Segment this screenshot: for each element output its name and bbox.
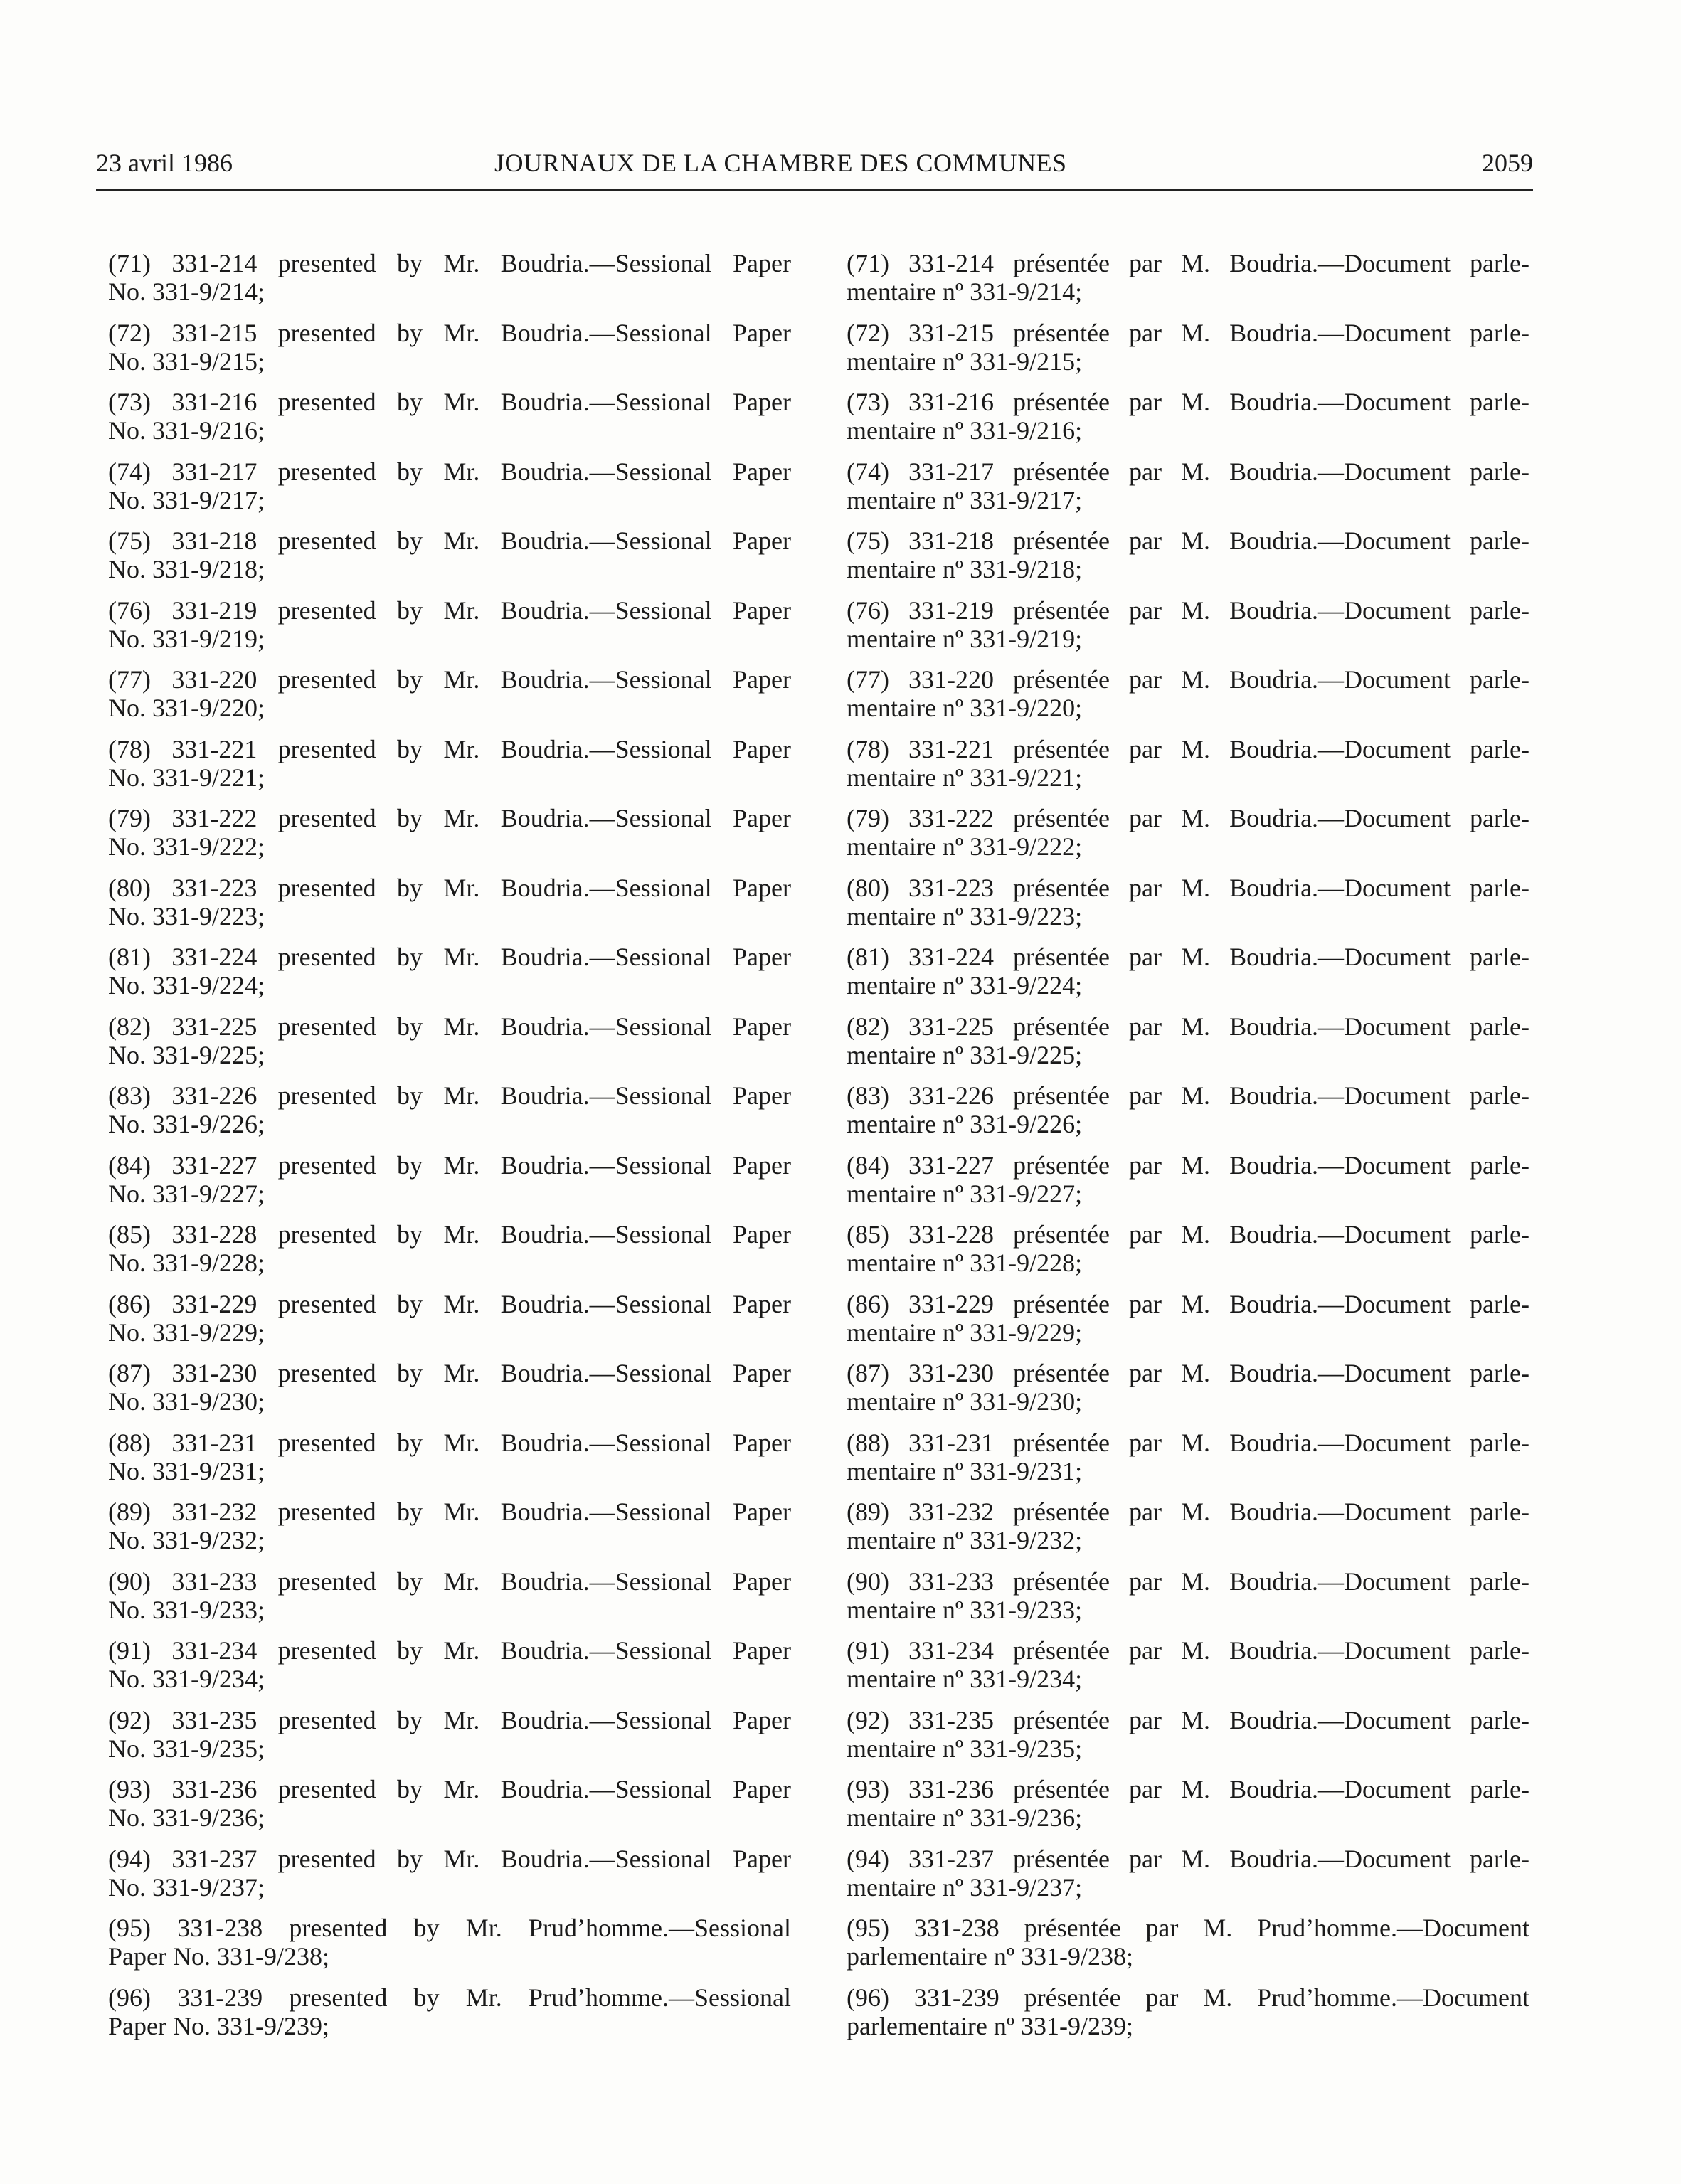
entry-line-2: No. 331-9/214; [108,277,265,306]
entry-line-2: No. 331-9/227; [108,1179,265,1208]
page-number: 2059 [1482,149,1533,177]
entry-line-1: (87) 331-230 présentée par M. Boudria.—Document parle- [847,1359,1529,1387]
english-entry [108,1428,791,1498]
entry-line-1: (84) 331-227 présentée par M. Boudria.—Document parle- [847,1150,1529,1180]
entry-line-2: No. 331-9/237; [108,1872,265,1902]
french-entry [847,1845,1529,1914]
english-entry [108,665,791,735]
english-entry [108,249,791,319]
english-entry [108,735,791,805]
french-column [847,249,1529,2052]
entry-line-1: (95) 331-238 presented by Mr. Prud’homme.—Sessional [108,1914,791,1942]
entry-line-2: No. 331-9/222; [108,832,265,861]
english-entry [108,1914,791,1983]
french-entry [847,1359,1529,1428]
entry-line-1: (78) 331-221 présentée par M. Boudria.—Document parle- [847,734,1529,763]
entry-line-2: mentaire nº 331-9/232; [847,1526,1083,1554]
english-entry [108,1290,791,1359]
entry-line-2: No. 331-9/218; [108,555,265,583]
entry-line-1: (88) 331-231 presented by Mr. Boudria.—Sessional Paper [108,1428,791,1457]
entry-line-2: mentaire nº 331-9/223; [847,901,1083,931]
entry-line-1: (80) 331-223 presented by Mr. Boudria.—Sessional Paper [108,873,791,902]
french-entry [847,596,1529,666]
entry-line-1: (76) 331-219 présentée par M. Boudria.—Document parle- [847,595,1529,625]
entry-line-2: mentaire nº 331-9/224; [847,971,1083,1000]
header-date: 23 avril 1986 [96,149,233,177]
english-entry [108,1220,791,1290]
entry-line-1: (86) 331-229 présentée par M. Boudria.—Document parle- [847,1289,1529,1318]
french-entry [847,1428,1529,1498]
entry-line-1: (75) 331-218 presented by Mr. Boudria.—Sessional Paper [108,526,791,555]
entry-line-1: (77) 331-220 presented by Mr. Boudria.—Sessional Paper [108,665,791,694]
french-entry [847,943,1529,1012]
entry-line-2: mentaire nº 331-9/225; [847,1040,1083,1069]
english-entry [108,1706,791,1776]
entry-line-2: No. 331-9/231; [108,1456,265,1485]
header-rule [96,189,1533,191]
entry-line-1: (93) 331-236 présentée par M. Boudria.—Document parle- [847,1775,1529,1803]
english-entry [108,1983,791,2053]
entry-line-1: (85) 331-228 presented by Mr. Boudria.—Sessional Paper [108,1220,791,1249]
entry-line-2: mentaire nº 331-9/215; [847,346,1083,376]
entry-line-2: No. 331-9/217; [108,485,265,514]
entry-line-2: No. 331-9/229; [108,1318,265,1347]
header-title: JOURNAUX DE LA CHAMBRE DES COMMUNES [494,149,1067,177]
entry-line-1: (75) 331-218 présentée par M. Boudria.—Document parle- [847,526,1529,555]
entry-line-2: No. 331-9/233; [108,1595,265,1624]
entry-line-2: mentaire nº 331-9/230; [847,1387,1083,1416]
entry-line-1: (72) 331-215 presented by Mr. Boudria.—Sessional Paper [108,318,791,347]
entry-line-1: (94) 331-237 presented by Mr. Boudria.—Sessional Paper [108,1844,791,1873]
entry-line-1: (88) 331-231 présentée par M. Boudria.—Document parle- [847,1428,1529,1457]
entry-line-2: No. 331-9/220; [108,694,265,722]
english-entry [108,943,791,1012]
entry-line-2: No. 331-9/223; [108,901,265,931]
entry-line-2: parlementaire nº 331-9/239; [847,2011,1134,2040]
entry-line-1: (96) 331-239 presented by Mr. Prud’homme.—Sessional [108,1983,791,2012]
french-entry [847,874,1529,943]
english-entry [108,1151,791,1221]
entry-line-1: (87) 331-230 presented by Mr. Boudria.—Sessional Paper [108,1359,791,1387]
english-entry [108,1359,791,1428]
entry-line-2: No. 331-9/224; [108,971,265,1000]
french-entry [847,1706,1529,1776]
entry-line-2: mentaire nº 331-9/227; [847,1179,1083,1208]
entry-line-1: (83) 331-226 presented by Mr. Boudria.—Sessional Paper [108,1081,791,1110]
entry-line-2: mentaire nº 331-9/221; [847,763,1083,792]
entry-line-2: No. 331-9/235; [108,1734,265,1763]
entry-line-2: mentaire nº 331-9/236; [847,1803,1083,1832]
english-entry [108,1081,791,1151]
entry-line-1: (85) 331-228 présentée par M. Boudria.—Document parle- [847,1220,1529,1249]
entry-line-1: (89) 331-232 présentée par M. Boudria.—Document parle- [847,1497,1529,1526]
english-entry [108,596,791,666]
entry-line-1: (74) 331-217 presented by Mr. Boudria.—Sessional Paper [108,457,791,486]
entry-line-2: Paper No. 331-9/238; [108,1942,329,1971]
entry-line-2: mentaire nº 331-9/237; [847,1872,1083,1902]
french-entry [847,1012,1529,1082]
entry-line-1: (71) 331-214 presented by Mr. Boudria.—Sessional Paper [108,249,791,277]
entry-line-1: (81) 331-224 presented by Mr. Boudria.—Sessional Paper [108,943,791,971]
entry-line-1: (92) 331-235 présentée par M. Boudria.—Document parle- [847,1705,1529,1734]
french-entry [847,457,1529,527]
page-header [96,148,1533,191]
entry-line-1: (91) 331-234 présentée par M. Boudria.—Document parle- [847,1636,1529,1665]
entry-line-1: (83) 331-226 présentée par M. Boudria.—Document parle- [847,1081,1529,1110]
english-entry [108,1012,791,1082]
entry-line-2: mentaire nº 331-9/214; [847,277,1083,306]
entry-line-2: mentaire nº 331-9/231; [847,1456,1083,1485]
entry-line-2: No. 331-9/225; [108,1040,265,1069]
french-entry [847,1567,1529,1637]
entry-line-1: (73) 331-216 présentée par M. Boudria.—Document parle- [847,388,1529,416]
entry-line-1: (90) 331-233 presented by Mr. Boudria.—Sessional Paper [108,1567,791,1596]
entry-line-1: (79) 331-222 présentée par M. Boudria.—Document parle- [847,804,1529,832]
entry-line-1: (71) 331-214 présentée par M. Boudria.—Document parle- [847,249,1529,277]
english-column [108,249,791,2052]
english-entry [108,526,791,596]
entry-line-2: No. 331-9/234; [108,1665,265,1693]
french-entry [847,388,1529,457]
entry-line-1: (79) 331-222 presented by Mr. Boudria.—Sessional Paper [108,804,791,832]
french-entry [847,1290,1529,1359]
entry-line-1: (80) 331-223 présentée par M. Boudria.—Document parle- [847,873,1529,902]
entry-line-2: No. 331-9/230; [108,1387,265,1416]
english-entry [108,1636,791,1706]
entry-line-1: (92) 331-235 presented by Mr. Boudria.—Sessional Paper [108,1705,791,1734]
entry-line-2: mentaire nº 331-9/233; [847,1595,1083,1624]
french-entry [847,1220,1529,1290]
entry-line-2: mentaire nº 331-9/217; [847,485,1083,514]
entry-line-1: (72) 331-215 présentée par M. Boudria.—Document parle- [847,318,1529,347]
entry-line-2: No. 331-9/216; [108,416,265,445]
english-entry [108,457,791,527]
english-entry [108,874,791,943]
english-entry [108,1567,791,1637]
entry-line-1: (95) 331-238 présentée par M. Prud’homme.—Document [847,1914,1529,1942]
french-entry [847,1914,1529,1983]
entry-line-1: (74) 331-217 présentée par M. Boudria.—Document parle- [847,457,1529,486]
entry-line-2: mentaire nº 331-9/219; [847,624,1083,653]
entry-line-2: No. 331-9/219; [108,624,265,653]
entry-line-1: (73) 331-216 presented by Mr. Boudria.—Sessional Paper [108,388,791,416]
entry-line-1: (89) 331-232 presented by Mr. Boudria.—Sessional Paper [108,1497,791,1526]
entry-line-2: parlementaire nº 331-9/238; [847,1942,1134,1971]
entry-line-1: (82) 331-225 presented by Mr. Boudria.—Sessional Paper [108,1012,791,1041]
french-entry [847,1983,1529,2053]
entry-line-2: mentaire nº 331-9/234; [847,1665,1083,1693]
entry-line-1: (84) 331-227 presented by Mr. Boudria.—Sessional Paper [108,1150,791,1180]
entry-line-2: mentaire nº 331-9/228; [847,1249,1083,1277]
french-entry [847,526,1529,596]
english-entry [108,804,791,874]
french-entry [847,1636,1529,1706]
english-entry [108,1497,791,1567]
entry-line-2: mentaire nº 331-9/216; [847,416,1083,445]
entry-line-1: (91) 331-234 presented by Mr. Boudria.—Sessional Paper [108,1636,791,1665]
french-entry [847,804,1529,874]
entry-line-2: mentaire nº 331-9/229; [847,1318,1083,1347]
french-entry [847,735,1529,805]
entry-line-2: mentaire nº 331-9/220; [847,694,1083,722]
entry-line-1: (96) 331-239 présentée par M. Prud’homme.—Document [847,1983,1529,2012]
entry-line-2: mentaire nº 331-9/222; [847,832,1083,861]
entry-line-2: No. 331-9/226; [108,1110,265,1138]
entry-line-1: (77) 331-220 présentée par M. Boudria.—Document parle- [847,665,1529,694]
entry-line-2: No. 331-9/215; [108,346,265,376]
entry-line-1: (86) 331-229 presented by Mr. Boudria.—Sessional Paper [108,1289,791,1318]
entry-line-1: (93) 331-236 presented by Mr. Boudria.—Sessional Paper [108,1775,791,1803]
entry-line-2: No. 331-9/221; [108,763,265,792]
french-entry [847,1775,1529,1845]
entry-line-2: No. 331-9/236; [108,1803,265,1832]
entry-line-1: (82) 331-225 présentée par M. Boudria.—Document parle- [847,1012,1529,1041]
entry-line-1: (76) 331-219 presented by Mr. Boudria.—Sessional Paper [108,595,791,625]
entry-line-2: mentaire nº 331-9/218; [847,555,1083,583]
english-entry [108,319,791,388]
english-entry [108,388,791,457]
entry-line-1: (78) 331-221 presented by Mr. Boudria.—Sessional Paper [108,734,791,763]
entry-line-2: No. 331-9/228; [108,1249,265,1277]
entry-line-2: mentaire nº 331-9/226; [847,1110,1083,1138]
entry-line-1: (81) 331-224 présentée par M. Boudria.—Document parle- [847,943,1529,971]
french-entry [847,1081,1529,1151]
french-entry [847,1151,1529,1221]
entry-line-1: (90) 331-233 présentée par M. Boudria.—Document parle- [847,1567,1529,1596]
entry-line-2: mentaire nº 331-9/235; [847,1734,1083,1763]
entry-line-1: (94) 331-237 présentée par M. Boudria.—Document parle- [847,1844,1529,1873]
entry-line-2: No. 331-9/232; [108,1526,265,1554]
french-entry [847,319,1529,388]
french-entry [847,1497,1529,1567]
french-entry [847,249,1529,319]
entry-line-2: Paper No. 331-9/239; [108,2011,329,2040]
french-entry [847,665,1529,735]
english-entry [108,1845,791,1914]
english-entry [108,1775,791,1845]
